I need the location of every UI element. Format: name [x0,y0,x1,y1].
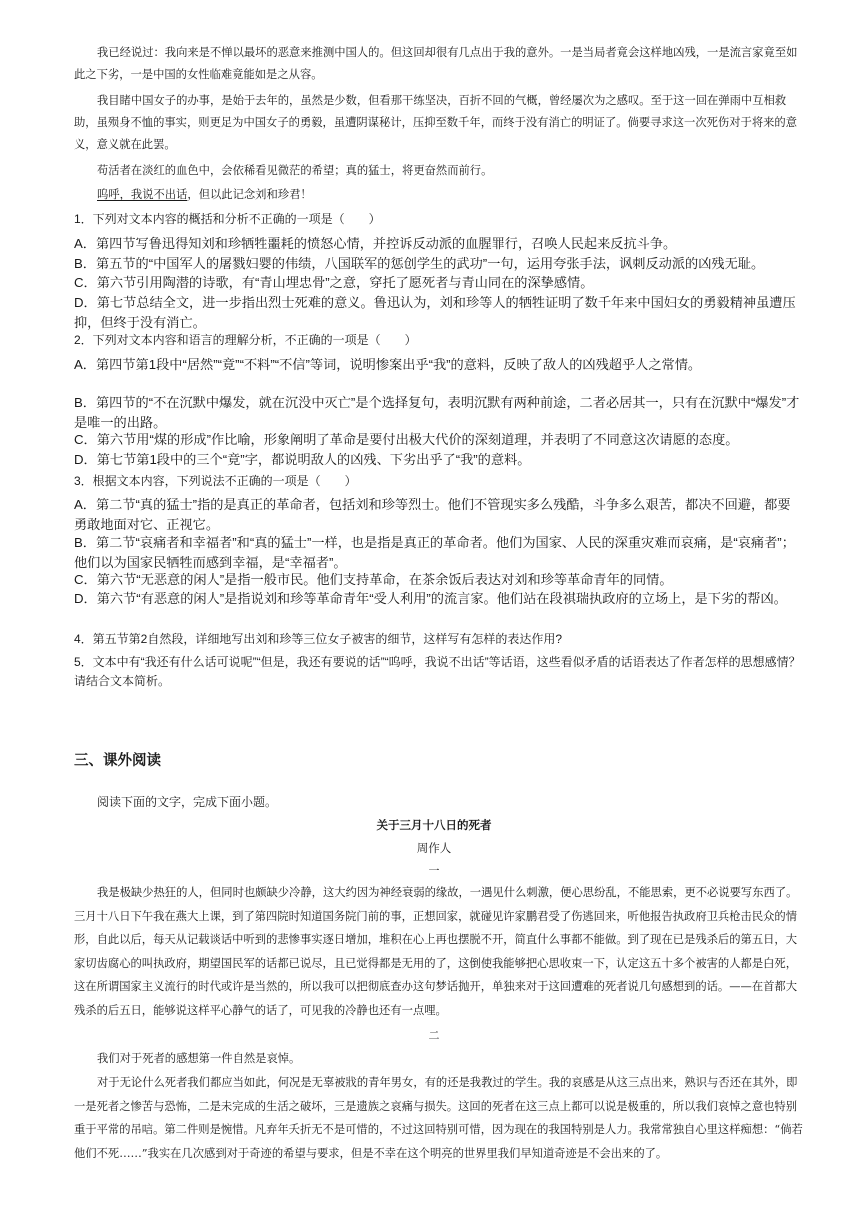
article-paragraph-2: 我们对于死者的感想第一件自然是哀悼。 [97,1052,301,1065]
article-paragraph-1: 我是极缺少热狂的人，但同时也颇缺少冷静，这大约因为神经衰弱的缘故，一遇见什么刺激，便心思纷乱，不能思索，更不必说要写东西了。三月十八日下午我在燕大上课，到了第四院时知道国务院门前的事，正想回家，就碰见许家鹏君受了伤逃回来，听他报告执政府卫兵枪击民众的情形，自此以后，每天从记载谈话中听到的悲惨事实逐日增加，堆积在心上再也摆脱不开，简直什么事都不能做。到了现在已是残杀后的第五日，大家切齿腐心的叫执政府，期望国民军的话都已说尽，且已觉得都是无用的了，这倒使我能够把心思收束一下，认定这五十多个被害的人都是白死，这在所谓国家主义流行的时代或许是当然的，所以我可以把彻底查办这句梦话抛开，单独来对于这回遭难的死者说几句感想到的话。——在首都大残杀的后五日，能够说这样平心静气的话了，可见我的冷静也还有一点哩。 [74,886,798,1017]
question-3-option-d: D．第六节“有恶意的闲人”是指说刘和珍等革命青年“受人利用”的流言家。他们站在段祺瑞执政府的立场上，是下劣的帮凶。 [74,591,787,606]
reading-instruction: 阅读下面的文字，完成下面小题。 [97,795,278,809]
question-3-option-b: B．第二节“哀痛者和幸福者”和“真的猛士”一样，也是指是真正的革命者。他们为国家、人民的深重灾难而哀痛，是“哀痛者”；他们以为国家民牺牲而感到幸福，是“幸福者”。 [74,535,795,570]
question-2-stem: 2．下列对文本内容和语言的理解分析，不正确的一项是（ ） [74,333,417,347]
question-2-option-b: B．第四节的“不在沉默中爆发，就在沉没中灭亡”是个选择复句，表明沉默有两种前途，二者必居其一，只有在沉默中“爆发”才是唯一的出路。 [74,395,800,430]
question-3-stem: 3．根据文本内容，下列说法不正确的一项是（ ） [74,474,357,488]
question-1-option-c: C．第六节引用陶潜的诗歌，有“青山埋忠骨”之意，穿托了愿死者与青山同在的深挚感情。 [74,275,594,290]
article-title: 关于三月十八日的死者 [376,818,492,832]
question-2-option-c: C．第六节用“煤的形成”作比喻，形象阐明了革命是要付出极大代价的深刻道理，并表明了不同意这次请愿的态度。 [74,432,739,447]
excerpt-paragraph-2: 我目睹中国女子的办事，是始于去年的，虽然是少数，但看那干练坚决，百折不回的气概，曾经屡次为之感叹。至于这一回在弹雨中互相救助，虽殒身不恤的事实，则更足为中国女子的勇毅，虽遭阴谋秘计，压抑至数千年，而终于没有消亡的明证了。倘要寻求这一次死伤对于将来的意义，意义就在此罢。 [74,94,798,151]
article-author: 周作人 [416,841,452,855]
question-3-option-a: A．第二节“真的猛士”指的是真正的革命者，包括刘和珍等烈士。他们不管现实多么残酷，斗争多么艰苦，都决不回避，都要勇敢地面对它、正视它。 [74,497,791,532]
excerpt-paragraph-3: 苟活者在淡红的血色中，会依稀看见微茫的希望；真的猛士，将更奋然而前行。 [97,164,493,177]
question-3-option-c: C．第六节“无恶意的闲人”是指一般市民。他们支持革命，在茶余饭后表达对刘和珍等革命青年的同情。 [74,572,673,587]
question-4-stem: 4．第五节第2自然段，详细地写出刘和珍等三位女子被害的细节，这样写有怎样的表达作用? [74,632,563,646]
excerpt-underlined-text: 呜呼，我说不出话 [97,188,188,201]
question-1-stem: 1．下列对文本内容的概括和分析不正确的一项是（ ） [74,212,381,226]
question-1-option-d: D．第七节总结全文，进一步指出烈士死难的意义。鲁迅认为，刘和珍等人的牺牲证明了数千年来中国妇女的勇毅精神虽遭压抑，但终于没有消亡。 [74,295,796,330]
question-5-stem: 5．文本中有“我还有什么话可说呢”“但是，我还有要说的话”“呜呼，我说不出话”等话语，这些看似矛盾的话语表达了作者怎样的思想感情？请结合文本简析。 [74,655,801,688]
excerpt-paragraph-4 [74,184,804,206]
question-2-option-d: D．第七节第1段中的三个“竟”字，都说明敌人的凶残、下劣出乎了“我”的意料。 [74,452,531,467]
part-number-1: 一 [428,864,440,877]
section-heading: 三、课外阅读 [74,753,161,769]
question-1-option-a: A．第四节写鲁迅得知刘和珍牺牲噩耗的愤怒心情，并控诉反动派的血腥罪行，召唤人民起来反抗斗争。 [74,236,677,251]
question-1-option-b: B．第五节的“中国军人的屠戮妇婴的伟绩，八国联军的惩创学生的武功”一句，运用夸张手法，讽刺反动派的凶残无耻。 [74,256,765,271]
question-2-option-a: A．第四节第1段中“居然”“竟”“不料”“不信”等词，说明惨案出乎“我”的意料，反映了敌人的凶残超乎人之常情。 [74,357,702,372]
part-number-2: 二 [428,1029,440,1042]
excerpt-paragraph-1: 我已经说过：我向来是不惮以最坏的恶意来推测中国人的。但这回却很有几点出于我的意外。一是当局者竟会这样地凶残，一是流言家竟至如此之下劣，一是中国的女性临难竟能如是之从容。 [74,46,798,81]
excerpt-rest-text: ，但以此记念刘和珍君！ [187,188,312,201]
article-paragraph-3: 对于无论什么死者我们都应当如此，何况是无辜被戕的青年男女，有的还是我教过的学生。我的哀感是从这三点出来，熟识与否还在其外，即一是死者之惨苦与恐怖，二是未完成的生活之破坏，三是遗族之哀痛与损失。这回的死者在这三点上都可以说是极重的，所以我们哀悼之意也特别重于平常的吊唁。第二件则是惋惜。凡弃年夭折无不是可惜的，不过这回特别可惜，因为现在的我国特别是人力。我常常独自心里这样痴想：“倘若他们不死……”我实在几次感到对于奇迹的希望与要求，但是不幸在这个明亮的世界里我们早知道奇迹是不会出来的了。 [74,1076,803,1160]
